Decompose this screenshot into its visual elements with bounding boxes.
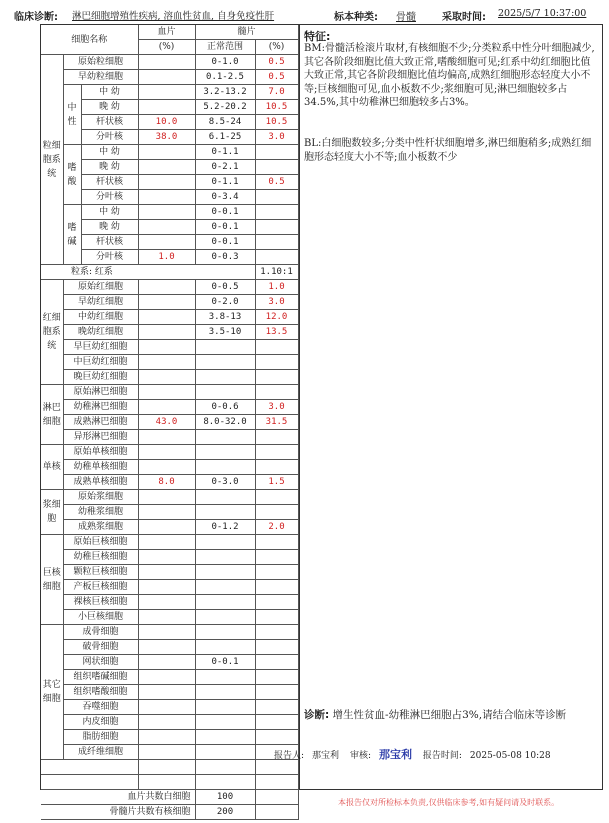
normal-range (195, 715, 255, 730)
subgroup-neut: 中性 (63, 85, 81, 145)
marrow-pct (255, 160, 298, 175)
group-other: 其它细胞 (41, 625, 63, 760)
table-row (41, 535, 298, 550)
blood-pct (138, 190, 195, 205)
blood-pct (138, 160, 195, 175)
table-row (41, 145, 298, 160)
normal-range (195, 595, 255, 610)
blood-pct (138, 355, 195, 370)
table-row (41, 520, 298, 535)
table-row (41, 490, 298, 505)
blood-pct (138, 100, 195, 115)
normal-range: 5.2-20.2 (195, 100, 255, 115)
marrow-pct (255, 250, 298, 265)
normal-range (195, 640, 255, 655)
normal-range (195, 460, 255, 475)
blood-pct (138, 535, 195, 550)
marrow-total-row (41, 805, 298, 820)
cell-name: 中 幼 (81, 85, 138, 100)
blood-pct (138, 370, 195, 385)
table-row (41, 460, 298, 475)
marrow-pct: 0.5 (255, 55, 298, 70)
blood-pct (138, 400, 195, 415)
table-row (41, 640, 298, 655)
reviewer-label: 审核: (349, 751, 371, 761)
table-row (41, 325, 298, 340)
ratio-value: 1.10:1 (255, 265, 298, 280)
cell-table-body (41, 25, 298, 820)
normal-range (195, 610, 255, 625)
blank-cell (255, 775, 298, 790)
cell-name: 小巨核细胞 (63, 610, 138, 625)
blood-pct (138, 325, 195, 340)
blood-pct (138, 685, 195, 700)
blank-cell (255, 790, 298, 805)
blood-pct (138, 655, 195, 670)
table-row (41, 475, 298, 490)
features-title: 特征: (304, 30, 331, 43)
normal-range: 3.5-10 (195, 325, 255, 340)
table-row (41, 430, 298, 445)
blood-pct (138, 730, 195, 745)
cell-name: 脂肪细胞 (63, 730, 138, 745)
marrow-pct (255, 370, 298, 385)
blood-total-row (41, 790, 298, 805)
collection-time-label: 采取时间: (442, 12, 486, 23)
cell-name: 晚 幼 (81, 160, 138, 175)
marrow-pct: 31.5 (255, 415, 298, 430)
diagnosis-label: 诊断: (304, 709, 330, 721)
cell-name: 晚幼红细胞 (63, 325, 138, 340)
marrow-pct (255, 670, 298, 685)
normal-range: 0-0.6 (195, 400, 255, 415)
table-row (41, 445, 298, 460)
normal-range: 0-0.1 (195, 235, 255, 250)
ratio-label: 粒系: 红系 (41, 265, 255, 280)
blood-pct (138, 145, 195, 160)
normal-range (195, 430, 255, 445)
table-row (41, 745, 298, 760)
blood-pct (138, 445, 195, 460)
table-row (41, 715, 298, 730)
normal-range (195, 670, 255, 685)
table-row (41, 655, 298, 670)
blood-pct (138, 385, 195, 400)
group-mega: 巨核细胞 (41, 535, 63, 625)
cell-name: 原始红细胞 (63, 280, 138, 295)
marrow-pct (255, 220, 298, 235)
blood-pct (138, 430, 195, 445)
cell-name: 晚 幼 (81, 100, 138, 115)
normal-range: 0-3.0 (195, 475, 255, 490)
cell-name: 组织嗜碱细胞 (63, 670, 138, 685)
cell-name: 颗粒巨核细胞 (63, 565, 138, 580)
normal-range: 8.0-32.0 (195, 415, 255, 430)
group-lym: 淋巴细胞 (41, 385, 63, 445)
marrow-pct (255, 235, 298, 250)
cell-name: 杆状核 (81, 235, 138, 250)
normal-range: 0-0.1 (195, 220, 255, 235)
marrow-pct (255, 535, 298, 550)
table-row (41, 370, 298, 385)
table-row (41, 355, 298, 370)
blood-pct (138, 520, 195, 535)
cell-name: 分叶核 (81, 130, 138, 145)
blood-pct (138, 625, 195, 640)
table-row (41, 505, 298, 520)
blank-cell (255, 805, 298, 820)
marrow-pct (255, 460, 298, 475)
marrow-pct (255, 580, 298, 595)
cell-name: 分叶核 (81, 190, 138, 205)
table-row (41, 595, 298, 610)
report-time-label: 报告时间: (422, 751, 462, 761)
cell-name: 幼稚单核细胞 (63, 460, 138, 475)
table-row (41, 70, 298, 85)
normal-range: 0-0.1 (195, 205, 255, 220)
reporter-name: 那宝利 (312, 751, 340, 761)
table-row (41, 700, 298, 715)
marrow-pct (255, 550, 298, 565)
normal-range: 0-0.1 (195, 655, 255, 670)
cell-name: 中 幼 (81, 205, 138, 220)
marrow-pct (255, 685, 298, 700)
normal-range (195, 700, 255, 715)
marrow-total-value: 200 (195, 805, 255, 820)
blood-pct (138, 340, 195, 355)
marrow-pct: 13.5 (255, 325, 298, 340)
marrow-pct (255, 715, 298, 730)
blood-pct (138, 460, 195, 475)
normal-range: 0-1.2 (195, 520, 255, 535)
blood-pct (138, 610, 195, 625)
cell-name: 原始单核细胞 (63, 445, 138, 460)
normal-range (195, 550, 255, 565)
bone-marrow-findings: BM:骨髓活检滚片取材,有核细胞不少;分类粒系中性分叶细胞减少,其它各阶段细胞比值大致正常,嗜酸细胞可见;红系中幼红细胞比值大致正常,其它各阶段细胞比值均偏高,成熟红细胞形态轻度大小不等;巨核细胞可见,血小板数不少;浆细胞可见;淋巴细胞较多占34.5%,其中幼稚淋巴细胞较多占3%。 (304, 43, 595, 108)
marrow-pct: 1.0 (255, 280, 298, 295)
header-blood-pct: (%) (138, 40, 195, 55)
normal-range (195, 385, 255, 400)
table-row (41, 730, 298, 745)
header-blood: 血片 (138, 25, 195, 40)
normal-range (195, 730, 255, 745)
normal-range: 8.5-24 (195, 115, 255, 130)
cell-name: 成熟淋巴细胞 (63, 415, 138, 430)
marrow-pct (255, 640, 298, 655)
reviewer-signature: 那宝利 (378, 748, 412, 761)
normal-range: 0.1-2.5 (195, 70, 255, 85)
blood-pct (138, 700, 195, 715)
marrow-pct (255, 430, 298, 445)
marrow-pct: 7.0 (255, 85, 298, 100)
cell-name: 早巨幼红细胞 (63, 340, 138, 355)
blood-total-value: 100 (195, 790, 255, 805)
group-gran: 粒细胞系统 (41, 55, 63, 265)
normal-range: 0-0.3 (195, 250, 255, 265)
group-plasma: 浆细胞 (41, 490, 63, 535)
cell-name: 原始巨核细胞 (63, 535, 138, 550)
marrow-pct (255, 730, 298, 745)
marrow-pct: 10.5 (255, 100, 298, 115)
cell-name: 裸核巨核细胞 (63, 595, 138, 610)
blood-pct (138, 310, 195, 325)
cell-name: 网状细胞 (63, 655, 138, 670)
normal-range: 0-1.1 (195, 145, 255, 160)
table-row (41, 415, 298, 430)
blood-pct (138, 550, 195, 565)
blood-pct: 1.0 (138, 250, 195, 265)
cell-name: 破骨细胞 (63, 640, 138, 655)
cell-name: 成熟浆细胞 (63, 520, 138, 535)
ratio-row (41, 265, 298, 280)
normal-range (195, 580, 255, 595)
cell-name: 晚 幼 (81, 220, 138, 235)
blank-cell (138, 760, 195, 775)
marrow-pct (255, 505, 298, 520)
blood-pct (138, 505, 195, 520)
table-row (41, 610, 298, 625)
marrow-pct (255, 655, 298, 670)
normal-range (195, 490, 255, 505)
normal-range: 0-1.1 (195, 175, 255, 190)
blood-pct: 8.0 (138, 475, 195, 490)
cell-name: 产板巨核细胞 (63, 580, 138, 595)
normal-range (195, 745, 255, 760)
cell-name: 幼稚巨核细胞 (63, 550, 138, 565)
marrow-pct: 0.5 (255, 175, 298, 190)
marrow-pct: 3.0 (255, 130, 298, 145)
table-row (41, 670, 298, 685)
normal-range (195, 340, 255, 355)
blood-pct (138, 175, 195, 190)
blood-pct (138, 280, 195, 295)
blank-cell (195, 760, 255, 775)
normal-range (195, 355, 255, 370)
cell-name: 杆状核 (81, 115, 138, 130)
marrow-pct (255, 205, 298, 220)
marrow-pct (255, 625, 298, 640)
cell-name: 异形淋巴细胞 (63, 430, 138, 445)
cell-name: 吞噬细胞 (63, 700, 138, 715)
marrow-pct: 3.0 (255, 295, 298, 310)
cell-name: 早幼粒细胞 (63, 70, 138, 85)
normal-range (195, 625, 255, 640)
collection-time-value: 2025/5/7 10:37:00 (498, 8, 587, 19)
table-row (41, 85, 298, 100)
group-mono: 单核 (41, 445, 63, 490)
marrow-pct (255, 340, 298, 355)
table-row (41, 385, 298, 400)
clinical-diagnosis-label: 临床诊断: (14, 12, 58, 23)
cell-name: 幼稚淋巴细胞 (63, 400, 138, 415)
blank-cell (41, 760, 138, 775)
report-panel (299, 25, 600, 789)
header-marrow-pct: (%) (255, 40, 298, 55)
table-row (41, 310, 298, 325)
cell-name: 中幼红细胞 (63, 310, 138, 325)
normal-range (195, 535, 255, 550)
blank-cell (41, 775, 138, 790)
table-row (41, 295, 298, 310)
blood-pct (138, 295, 195, 310)
blood-pct (138, 55, 195, 70)
table-row (41, 625, 298, 640)
normal-range (195, 370, 255, 385)
blood-pct: 10.0 (138, 115, 195, 130)
normal-range: 3.2-13.2 (195, 85, 255, 100)
marrow-pct: 2.0 (255, 520, 298, 535)
table-row (41, 280, 298, 295)
marrow-pct (255, 445, 298, 460)
blood-pct (138, 745, 195, 760)
cell-name: 早幼红细胞 (63, 295, 138, 310)
header-cell-name: 细胞名称 (41, 25, 138, 55)
blood-pct: 43.0 (138, 415, 195, 430)
blood-pct: 38.0 (138, 130, 195, 145)
diagnosis-text: 增生性贫血-幼稚淋巴细胞占3%,请结合临床等诊断 (332, 709, 567, 721)
marrow-pct: 0.5 (255, 70, 298, 85)
clinical-diagnosis-value: 淋巴细胞增殖性疾病, 溶血性贫血, 自身免疫性肝 (72, 11, 275, 22)
normal-range (195, 685, 255, 700)
cell-name: 中 幼 (81, 145, 138, 160)
table-row (41, 580, 298, 595)
cell-name: 分叶核 (81, 250, 138, 265)
table-row (41, 685, 298, 700)
diagnosis-block (304, 708, 598, 722)
report-time-value: 2025-05-08 10:28 (469, 751, 551, 761)
specimen-label: 标本种类: (334, 12, 378, 23)
blood-pct (138, 85, 195, 100)
cell-name: 原始浆细胞 (63, 490, 138, 505)
table-row (41, 550, 298, 565)
normal-range: 0-1.0 (195, 55, 255, 70)
blood-pct (138, 580, 195, 595)
subgroup-eos: 嗜酸 (63, 145, 81, 205)
cell-name: 组织嗜酸细胞 (63, 685, 138, 700)
normal-range (195, 445, 255, 460)
subgroup-baso: 嗜碱 (63, 205, 81, 265)
reporter-label: 报告人: (274, 751, 305, 761)
blank-row (41, 775, 298, 790)
marrow-pct: 10.5 (255, 115, 298, 130)
cell-name: 中巨幼红细胞 (63, 355, 138, 370)
cell-name: 内皮细胞 (63, 715, 138, 730)
blood-pct (138, 235, 195, 250)
table-header-row (41, 25, 298, 40)
table-row (41, 565, 298, 580)
header-normal-range: 正常范围 (195, 40, 255, 55)
header-marrow: 髓片 (195, 25, 298, 40)
blood-pct (138, 490, 195, 505)
blood-total-label: 血片共数白细胞 (41, 790, 195, 805)
cell-name: 杆状核 (81, 175, 138, 190)
blood-pct (138, 640, 195, 655)
marrow-pct (255, 355, 298, 370)
group-ery: 红细胞系统 (41, 280, 63, 385)
marrow-pct: 12.0 (255, 310, 298, 325)
blood-findings: BL:白细胞数较多;分类中性杆状细胞增多,淋巴细胞稍多;成熟红细胞形态轻度大小不等;血小板数不少 (304, 138, 592, 163)
table-row (41, 340, 298, 355)
table-row (41, 400, 298, 415)
blood-pct (138, 715, 195, 730)
cell-name: 原始淋巴细胞 (63, 385, 138, 400)
blank-cell (138, 775, 195, 790)
report-header (14, 8, 603, 24)
signature-line (274, 746, 559, 762)
normal-range: 0-3.4 (195, 190, 255, 205)
marrow-pct (255, 595, 298, 610)
normal-range: 0-2.1 (195, 160, 255, 175)
blood-pct (138, 220, 195, 235)
marrow-pct (255, 385, 298, 400)
cell-name: 成纤维细胞 (63, 745, 138, 760)
marrow-total-label: 骨髓片共数有核细胞 (41, 805, 195, 820)
table-row (41, 205, 298, 220)
marrow-pct: 3.0 (255, 400, 298, 415)
normal-range (195, 565, 255, 580)
marrow-pct: 1.5 (255, 475, 298, 490)
table-row (41, 55, 298, 70)
blood-pct (138, 670, 195, 685)
cell-name: 成熟单核细胞 (63, 475, 138, 490)
marrow-pct (255, 565, 298, 580)
blood-pct (138, 595, 195, 610)
blank-row (41, 760, 298, 775)
normal-range: 0-0.5 (195, 280, 255, 295)
normal-range: 0-2.0 (195, 295, 255, 310)
normal-range (195, 505, 255, 520)
blood-pct (138, 565, 195, 580)
normal-range: 6.1-25 (195, 130, 255, 145)
blank-cell (195, 775, 255, 790)
blood-pct (138, 70, 195, 85)
marrow-pct (255, 610, 298, 625)
marrow-pct (255, 700, 298, 715)
specimen-value: 骨髓 (396, 12, 416, 23)
cell-name: 原始粒细胞 (63, 55, 138, 70)
normal-range: 3.8-13 (195, 310, 255, 325)
cell-name: 晚巨幼红细胞 (63, 370, 138, 385)
marrow-pct (255, 490, 298, 505)
blood-pct (138, 205, 195, 220)
cell-name: 幼稚浆细胞 (63, 505, 138, 520)
cell-count-table (41, 25, 299, 820)
marrow-pct (255, 190, 298, 205)
cell-name: 成骨细胞 (63, 625, 138, 640)
marrow-pct (255, 145, 298, 160)
footer-note: 本报告仅对所检标本负责,仅供临床参考,如有疑问请及时联系。 (338, 798, 560, 807)
